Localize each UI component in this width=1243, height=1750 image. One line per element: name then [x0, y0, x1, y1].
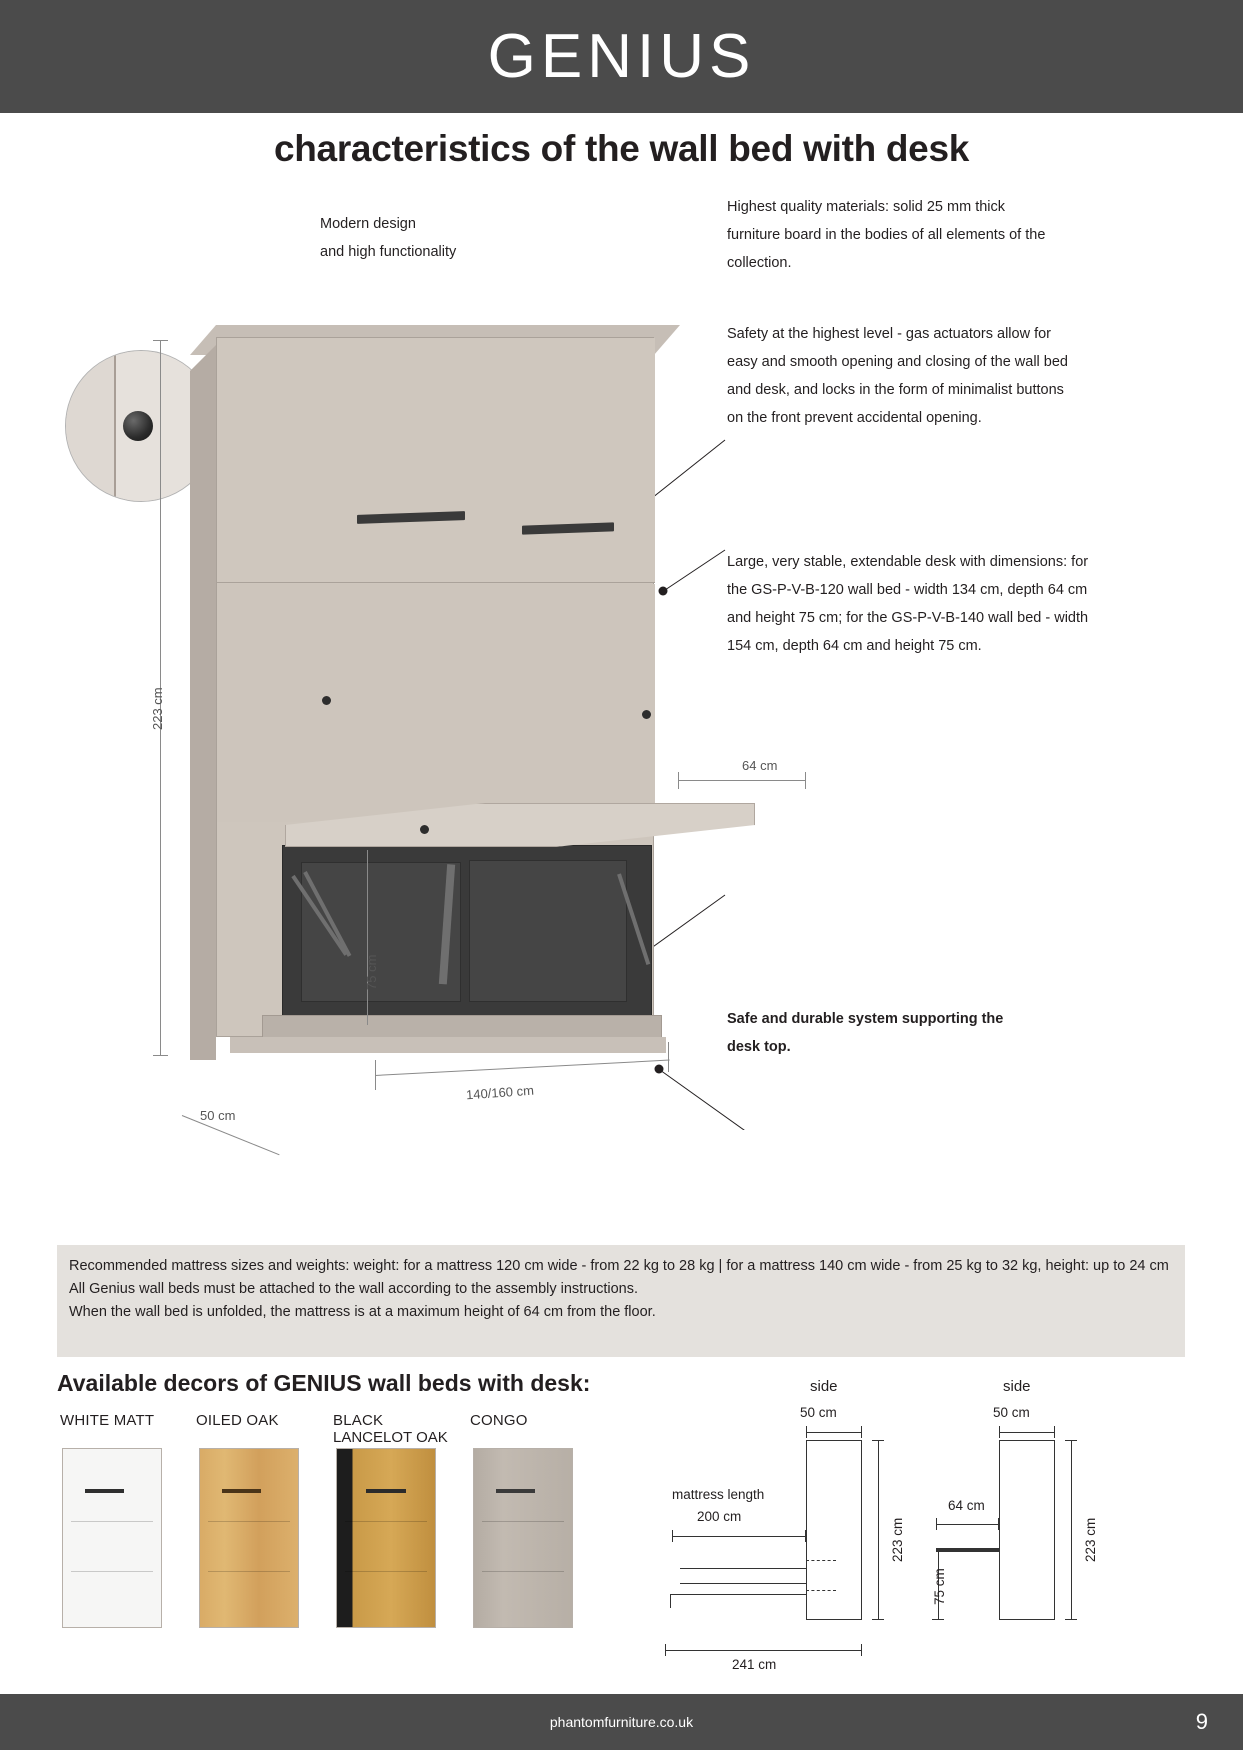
tech-right-title: side [1003, 1378, 1031, 1395]
tech-left-height-label: 223 cm [890, 1517, 905, 1562]
tech-left-mattress-tick-1 [672, 1530, 673, 1542]
tech-left-total-dim [665, 1650, 862, 1651]
tech-left-bed-mid [680, 1583, 806, 1584]
tech-right-depth-tick-1 [999, 1426, 1000, 1438]
tech-left-height-dim [878, 1440, 879, 1620]
decor-white-label: WHITE MATT [60, 1412, 155, 1429]
tech-left-total-label: 241 cm [732, 1657, 777, 1672]
swatch-seam [208, 1521, 290, 1522]
tech-right-height-label: 223 cm [1083, 1517, 1098, 1562]
tech-left-depth-tick-1 [806, 1426, 807, 1438]
swatch-seam [482, 1571, 564, 1572]
lock-button-left-icon [322, 696, 331, 705]
tech-left-title: side [810, 1378, 838, 1395]
decor-oiledoak-label: OILED OAK [196, 1412, 279, 1429]
decor-label-congo [470, 1412, 528, 1429]
cavity-panel-right [469, 860, 627, 1002]
note-line-1: Recommended mattress sizes and weights: weight: for a mattress 120 cm wide - from 22 kg to 28 kg | for a mattress 140 cm wide - from 25 kg to 32 kg, height: up to 24 cm [69, 1258, 1169, 1274]
tech-right-deskheight-tick [932, 1619, 944, 1620]
tech-right-deskdepth-label: 64 cm [948, 1498, 985, 1513]
dim-deskheight-line [367, 850, 368, 1025]
swatch-seam [345, 1521, 427, 1522]
dim-width-tick-left [375, 1060, 376, 1090]
tech-left-total-tick-1 [665, 1644, 666, 1656]
callout-quality: Highest quality materials: solid 25 mm thick furniture board in the bodies of all elements of the collection. [727, 199, 1046, 271]
tech-left-mattress-label: mattress length [672, 1487, 765, 1502]
tech-right-cabinet [999, 1440, 1055, 1620]
tech-right-height-tick-2 [1065, 1619, 1077, 1620]
callout-modern-design [320, 210, 540, 266]
swatch-seam [71, 1571, 153, 1572]
cavity-panel-left [301, 862, 461, 1002]
cabinet-side [190, 345, 216, 1060]
footer-page-number: 9 [1195, 1709, 1208, 1734]
tech-left-bed-leg [670, 1594, 671, 1608]
tech-left-cabinet [806, 1440, 862, 1620]
decors-title: Available decors of GENIUS wall beds with desk: [57, 1370, 591, 1396]
tech-right-depth-tick-2 [1054, 1426, 1055, 1438]
tech-right-height-dim [1071, 1440, 1072, 1620]
callout-support: Safe and durable system supporting the desk top. [727, 1011, 1004, 1055]
dim-height-label: 223 cm [150, 687, 165, 730]
decor-black-label2: LANCELOT OAK [333, 1429, 448, 1446]
tech-left-depth-label: 50 cm [800, 1405, 837, 1420]
tech-right-deskdepth-tick-2 [998, 1518, 999, 1530]
dim-depth-label: 50 cm [200, 1108, 236, 1123]
brand-title: GENIUS [487, 22, 756, 91]
callout-safety: Safety at the highest level - gas actuators allow for easy and smooth opening and closing of the wall bed and desk, and locks in the form of minimalist buttons on the front prevent accidental opening. [727, 326, 1068, 426]
decor-swatch-white[interactable] [62, 1448, 162, 1628]
lower-front-panel [217, 584, 655, 822]
dim-deskdepth-line [678, 780, 806, 781]
swatch-seam [71, 1521, 153, 1522]
tech-right-depth-dim [999, 1432, 1055, 1433]
tech-right-desk-top [936, 1548, 999, 1552]
decor-label-white [60, 1412, 154, 1429]
decor-swatch-black-lancelot-oak[interactable] [336, 1448, 436, 1628]
lock-button-right-icon [642, 710, 651, 719]
notes-panel [57, 1245, 1185, 1357]
note-line-3: When the wall bed is unfolded, the mattress is at a maximum height of 64 cm from the floor. [69, 1304, 656, 1320]
swatch-handle [366, 1489, 405, 1493]
swatch-seam [482, 1521, 564, 1522]
dim-deskdepth-tick-left [678, 772, 679, 789]
tech-left-height-tick-2 [872, 1619, 884, 1620]
swatch-seam [345, 1571, 427, 1572]
callout-modern-line1: Modern design [320, 216, 416, 232]
footer-site[interactable]: phantomfurniture.co.uk [549, 1714, 694, 1730]
tech-left-depth-tick-2 [861, 1426, 862, 1438]
page-footer [0, 1694, 1243, 1750]
tech-left-total-tick-2 [861, 1644, 862, 1656]
upper-front-panel [217, 338, 655, 583]
base-plinth [230, 1037, 666, 1053]
decor-swatch-congo[interactable] [473, 1448, 573, 1628]
swatch-seam [208, 1571, 290, 1572]
tech-right-height-tick-1 [1065, 1440, 1077, 1441]
dim-deskheight-label: 75 cm [364, 954, 379, 990]
tech-right-deskdepth-tick-1 [936, 1518, 937, 1530]
decor-label-oiled-oak [196, 1412, 279, 1429]
tech-left-mattress-tick-2 [805, 1530, 806, 1542]
decor-swatch-oiled-oak[interactable] [199, 1448, 299, 1628]
swatch-handle [496, 1489, 535, 1493]
dim-width-label: 140/160 cm [465, 1082, 535, 1103]
dim-deskdepth-label: 64 cm [742, 758, 778, 773]
dim-height-tick-bottom [153, 1055, 168, 1056]
tech-left-dashed-2 [806, 1590, 836, 1591]
callout-modern-line2: and high functionality [320, 244, 457, 260]
tech-left-bed-base [670, 1594, 806, 1595]
dim-deskdepth-tick-right [805, 772, 806, 789]
decor-black-label: BLACK [333, 1412, 384, 1429]
page-header [0, 0, 1243, 113]
tech-left-mattress-length: 200 cm [697, 1509, 742, 1524]
dim-width-tick-right [668, 1042, 669, 1072]
swatch-handle [222, 1489, 261, 1493]
swatch-handle [85, 1489, 124, 1493]
dim-height-tick-top [153, 340, 168, 341]
desk-fitting-icon [420, 825, 429, 834]
page-title: characteristics of the wall bed with desk [273, 128, 970, 169]
callout-desk: Large, very stable, extendable desk with dimensions: for the GS-P-V-B-120 wall bed - width 134 cm, depth 64 cm and height 75 cm; for the GS-P-V-B-140 wall bed - width 154 cm, depth 64 cm and height 75 cm. [727, 554, 1089, 654]
tech-left-height-tick-1 [872, 1440, 884, 1441]
note-line-2: All Genius wall beds must be attached to the wall according to the assembly instructions. [69, 1281, 639, 1297]
wall-bed-illustration [190, 325, 680, 1070]
tech-left-bed-top [680, 1568, 806, 1569]
tech-right-deskdepth-dim [936, 1524, 999, 1525]
decor-congo-label: CONGO [470, 1412, 528, 1429]
tech-right-depth-label: 50 cm [993, 1405, 1030, 1420]
tech-right-deskheight-label: 75 cm [932, 1568, 947, 1605]
tech-left-mattress-dim [672, 1536, 806, 1537]
tech-left-dashed-1 [806, 1560, 836, 1561]
bed-cavity [282, 845, 652, 1020]
decor-label-black-lancelot [333, 1412, 448, 1446]
tech-left-depth-dim [806, 1432, 862, 1433]
